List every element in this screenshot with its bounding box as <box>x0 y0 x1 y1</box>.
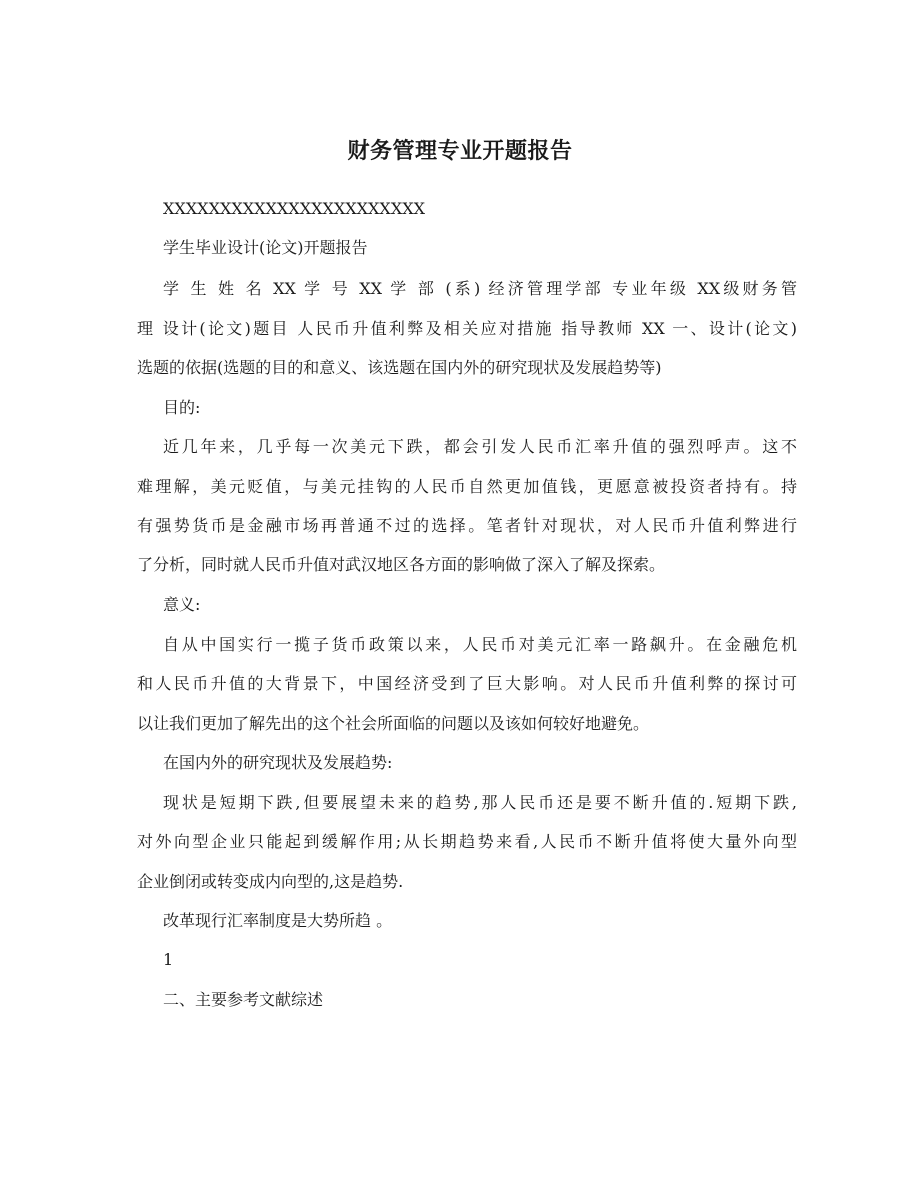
research-status-heading: 在国内外的研究现状及发展趋势: <box>163 753 393 772</box>
student-info-line-1: 学 生 姓 名 XX 学 号 XX 学 部 (系) 经济管理学部 专业年级 XX级财务管 <box>163 279 797 298</box>
purpose-paragraph-line: 了分析，同时就人民币升值对武汉地区各方面的影响做了深入了解及探索。 <box>137 555 666 574</box>
significance-heading: 意义: <box>163 595 201 614</box>
student-info-line-2: 理 设计(论文)题目 人民币升值利弊及相关应对措施 指导教师 XX 一、设计(论文) <box>137 319 797 338</box>
purpose-heading: 目的: <box>163 398 201 417</box>
purpose-paragraph-line: 难理解，美元贬值，与美元挂钩的人民币自然更加值钱，更愿意被投资者持有。持 <box>137 477 797 496</box>
research-status-paragraph-line: 现状是短期下跌,但要展望未来的趋势,那人民币还是要不断升值的.短期下跌, <box>163 793 797 812</box>
significance-paragraph-line: 自从中国实行一揽子货币政策以来，人民币对美元汇率一路飙升。在金融危机 <box>163 635 797 654</box>
research-status-paragraph-line: 企业倒闭或转变成内向型的,这是趋势. <box>137 872 404 891</box>
section-two-heading: 二、主要参考文献综述 <box>163 990 324 1009</box>
research-status-paragraph-line: 对外向型企业只能起到缓解作用;从长期趋势来看,人民币不断升值将使大量外向型 <box>137 832 797 851</box>
significance-paragraph-line: 以让我们更加了解先出的这个社会所面临的问题以及该如何较好地避免。 <box>137 714 650 733</box>
purpose-paragraph-line: 近几年来，几乎每一次美元下跌，都会引发人民币汇率升值的强烈呼声。这不 <box>163 437 797 456</box>
section-one-heading: 选题的依据(选题的目的和意义、该选题在国内外的研究现状及发展趋势等) <box>137 358 662 377</box>
purpose-paragraph-line: 有强势货币是金融市场再普通不过的选择。笔者针对现状，对人民币升值利弊进行 <box>137 516 797 535</box>
significance-paragraph-line: 和人民币升值的大背景下，中国经济受到了巨大影响。对人民币升值利弊的探讨可 <box>137 674 797 693</box>
reform-sentence: 改革现行汇率制度是大势所趋 。 <box>163 911 393 930</box>
report-subtitle: 学生毕业设计(论文)开题报告 <box>163 238 368 257</box>
page-number: 1 <box>163 950 174 969</box>
document-title: 财务管理专业开题报告 <box>347 138 573 164</box>
header-placeholder-line: XXXXXXXXXXXXXXXXXXXXXXX <box>163 199 425 218</box>
